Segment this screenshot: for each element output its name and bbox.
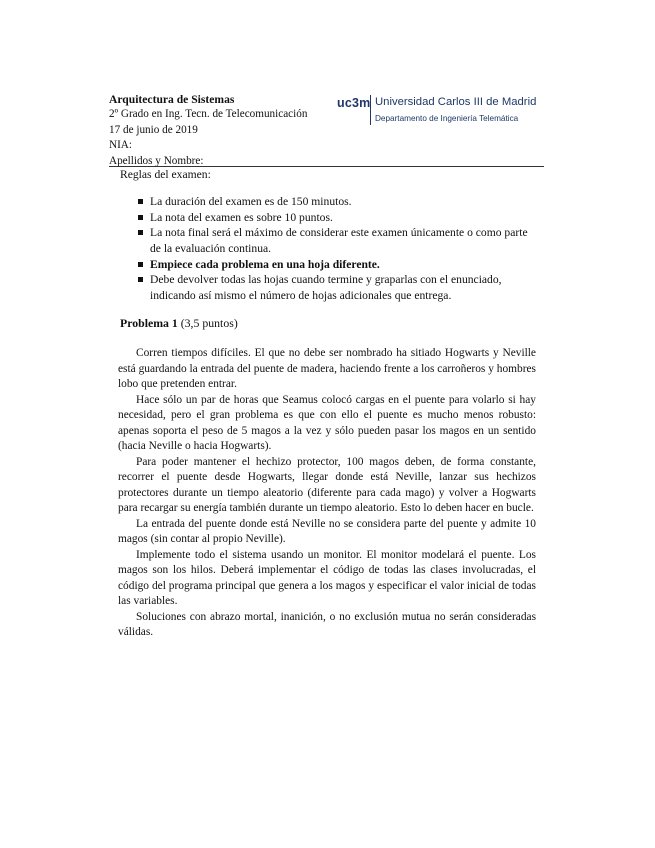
problem-heading	[120, 316, 238, 331]
logo-divider	[370, 95, 371, 125]
problem-points: (3,5 puntos)	[180, 316, 238, 330]
nia-label: NIA:	[109, 139, 132, 152]
rules-list	[138, 194, 538, 303]
paragraph: La entrada del puente donde está Neville no se considera parte del puente y admite 10 magos (sin contar al propio Neville).	[118, 517, 536, 545]
course-title: Arquitectura de Sistemas	[109, 93, 235, 106]
bullet-icon	[138, 230, 143, 235]
list-item: Empiece cada problema en una hoja diferente.	[138, 257, 538, 272]
name-label: Apellidos y Nombre:	[109, 154, 204, 167]
paragraph: Soluciones con abrazo mortal, inanición, o no exclusión mutua no serán consideradas válidas.	[118, 610, 536, 638]
bullet-icon	[138, 199, 143, 204]
exam-date: 17 de junio de 2019	[109, 123, 198, 136]
department-name: Departamento de Ingeniería Telemática	[375, 114, 519, 123]
list-item: La nota del examen es sobre 10 puntos.	[138, 210, 538, 225]
header-divider	[109, 166, 544, 167]
exam-header	[109, 92, 307, 169]
list-item: Debe devolver todas las hojas cuando termine y graparlas con el enunciado, indicando así mismo el número de hojas adicionales que entrega.	[138, 272, 538, 303]
bullet-icon	[138, 277, 143, 282]
bullet-icon	[138, 262, 143, 267]
university-logo	[337, 95, 547, 128]
list-item: La duración del examen es de 150 minutos.	[138, 194, 538, 209]
paragraph: Para poder mantener el hechizo protector, 100 magos deben, de forma constante, recorrer el puente desde Hogwarts, llegar donde está Neville, lanzar sus hechizos protectores durante un tiempo aleatorio (diferente para cada mago) y volver a Hogwarts para recargar su energía también durante un tiempo aleatorio. Esto lo deben hacer en bucle.	[118, 455, 536, 514]
problem-title: Problema 1	[120, 316, 178, 330]
bullet-icon	[138, 215, 143, 220]
paragraph: Hace sólo un par de horas que Seamus colocó cargas en el puente para volarlo si hay necesidad, pero el gran problema es que con ello el puente es mucho menos robusto: apenas soporta el peso de 5 magos a la vez y sólo pueden pasar los magos en un sentido (hacia Neville o hacia Hogwarts).	[118, 393, 536, 452]
uc3m-mark: uc3m	[337, 96, 371, 110]
list-item: La nota final será el máximo de considerar este examen únicamente o como parte de la evaluación continua.	[138, 225, 538, 256]
problem-statement	[118, 346, 536, 641]
paragraph: Corren tiempos difíciles. El que no debe ser nombrado ha sitiado Hogwarts y Neville está guardando la entrada del puente de madera, haciendo frente a los carroñeros y hombres lobo que pretenden entrar.	[118, 347, 536, 390]
university-name: Universidad Carlos III de Madrid	[375, 96, 537, 108]
rules-title: Reglas del examen:	[120, 168, 211, 181]
degree-line: 2º Grado en Ing. Tecn. de Telecomunicación	[109, 108, 308, 121]
paragraph: Implemente todo el sistema usando un monitor. El monitor modelará el puente. Los magos son los hilos. Deberá implementar el código de todas las clases involucradas, el código del programa principal que genera a los magos y especificar el valor inicial de todas las variables.	[118, 548, 536, 607]
